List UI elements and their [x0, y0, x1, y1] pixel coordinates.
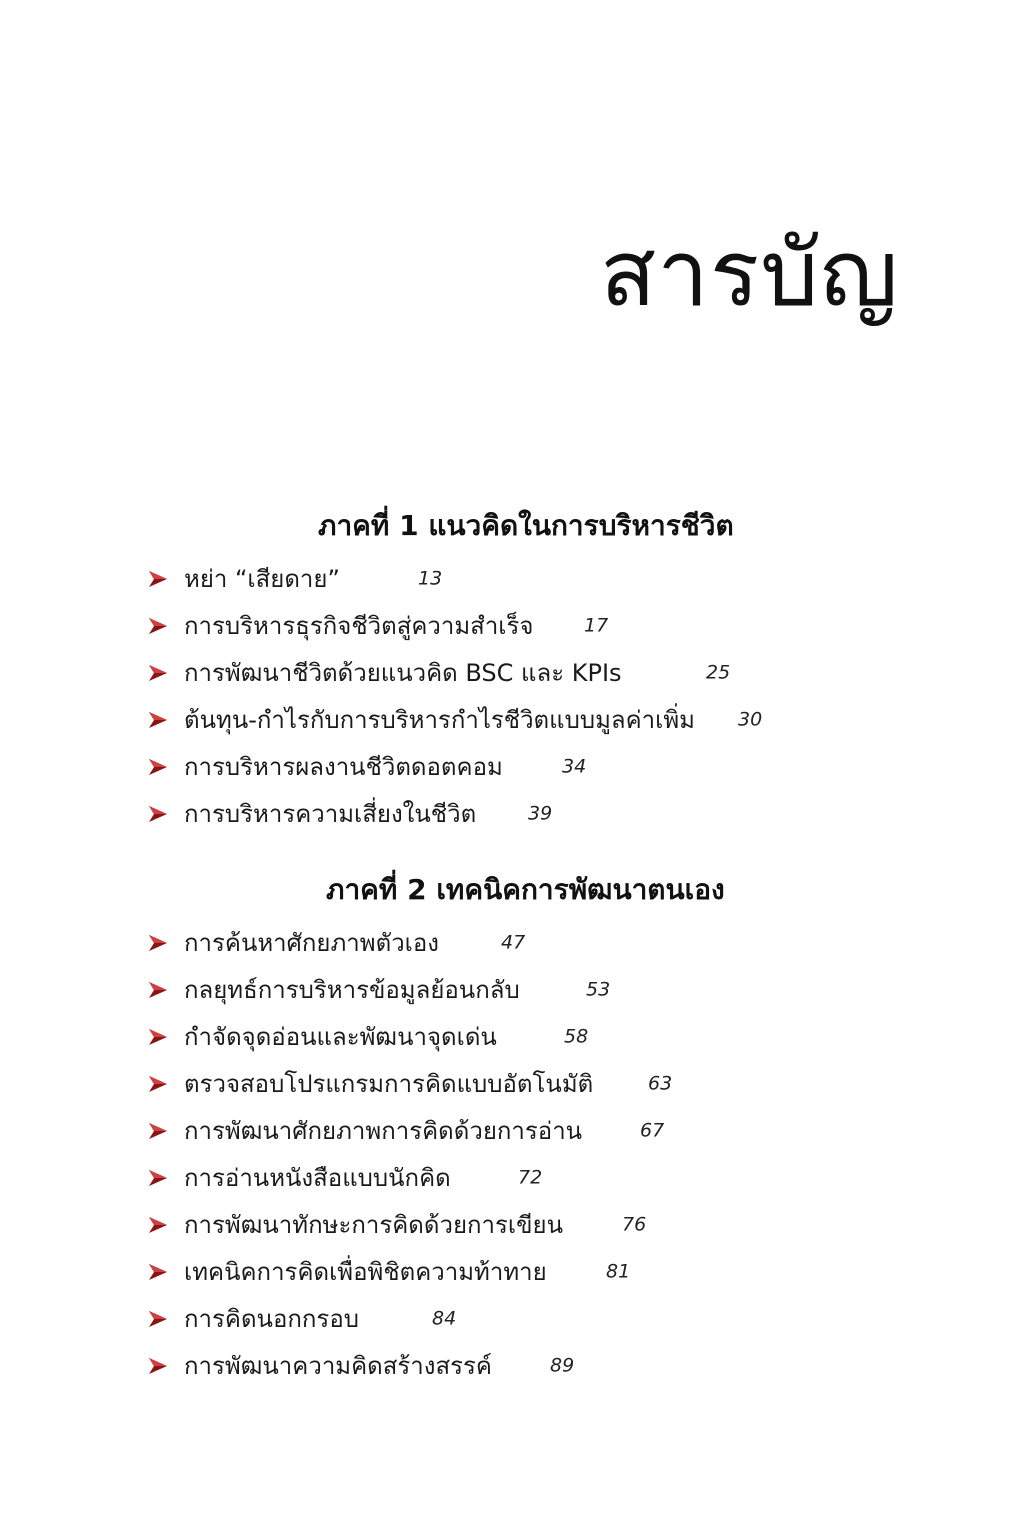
entry-title: กลยุทธ์การบริหารข้อมูลย้อนกลับ: [184, 975, 520, 1004]
entry-page-number: 58: [564, 1025, 589, 1047]
part-1-heading: ภาคที่ 1 แนวคิดในการบริหารชีวิต: [318, 509, 734, 542]
arrow-bullet-icon: [148, 1309, 168, 1329]
arrow-bullet-icon: [148, 1074, 168, 1094]
arrow-bullet-icon: [148, 616, 168, 636]
entry-page-number: 13: [418, 567, 443, 589]
entry-title: การพัฒนาทักษะการคิดด้วยการเขียน: [184, 1210, 563, 1239]
entry-page-number: 84: [432, 1307, 457, 1329]
arrow-bullet-icon: [148, 710, 168, 730]
entry-title: การบริหารความเสี่ยงในชีวิต: [184, 799, 477, 828]
part-2-heading: ภาคที่ 2 เทคนิคการพัฒนาตนเอง: [326, 873, 725, 906]
toc-entry[interactable]: [148, 649, 731, 696]
entry-title: การพัฒนาชีวิตด้วยแนวคิด BSC และ KPIs: [184, 658, 622, 687]
entry-title: ตรวจสอบโปรแกรมการคิดแบบอัตโนมัติ: [184, 1069, 594, 1098]
toc-entry[interactable]: [148, 743, 695, 790]
entry-page-number: 67: [640, 1119, 665, 1141]
entry-title: การพัฒนาศักยภาพการคิดด้วยการอ่าน: [184, 1116, 583, 1145]
entry-page-number: 17: [584, 614, 609, 636]
entry-title: หย่า “เสียดาย”: [184, 564, 340, 593]
entry-title: การคิดนอกกรอบ: [184, 1304, 359, 1333]
toc-entry[interactable]: [148, 1342, 593, 1389]
entry-page-number: 47: [501, 931, 526, 953]
entry-title: การพัฒนาความคิดสร้างสรรค์: [184, 1351, 492, 1380]
part-2-entries: [148, 919, 673, 1389]
arrow-bullet-icon: [148, 1215, 168, 1235]
entry-page-number: 34: [562, 755, 587, 777]
toc-entry[interactable]: [148, 1248, 631, 1295]
page-title: สารบัญ: [600, 220, 900, 327]
entry-page-number: 89: [550, 1354, 575, 1376]
entry-page-number: 72: [518, 1166, 543, 1188]
arrow-bullet-icon: [148, 980, 168, 1000]
arrow-bullet-icon: [148, 804, 168, 824]
entry-page-number: 76: [622, 1213, 647, 1235]
entry-page-number: 53: [586, 978, 611, 1000]
toc-entry[interactable]: [148, 1060, 673, 1107]
toc-entry[interactable]: [148, 1107, 665, 1154]
toc-entry[interactable]: [148, 966, 611, 1013]
entry-page-number: 39: [528, 802, 553, 824]
entry-page-number: 25: [706, 661, 731, 683]
toc-entry[interactable]: [148, 696, 763, 743]
entry-title: การบริหารธุรกิจชีวิตสู่ความสำเร็จ: [184, 611, 534, 640]
entry-page-number: 81: [606, 1260, 631, 1282]
toc-entry[interactable]: [148, 602, 695, 649]
arrow-bullet-icon: [148, 1356, 168, 1376]
entry-title: ต้นทุน-กำไรกับการบริหารกำไรชีวิตแบบมูลค่าเพิ่ม: [184, 705, 695, 734]
arrow-bullet-icon: [148, 569, 168, 589]
arrow-bullet-icon: [148, 1168, 168, 1188]
arrow-bullet-icon: [148, 1262, 168, 1282]
toc-entry[interactable]: [148, 919, 593, 966]
entry-title: กำจัดจุดอ่อนและพัฒนาจุดเด่น: [184, 1022, 497, 1051]
toc-entry[interactable]: [148, 1154, 593, 1201]
toc-entry[interactable]: [148, 555, 695, 602]
toc-entry[interactable]: [148, 790, 695, 837]
entry-page-number: 63: [648, 1072, 673, 1094]
toc-entry[interactable]: [148, 1295, 593, 1342]
part-1-entries: [148, 555, 763, 837]
arrow-bullet-icon: [148, 1027, 168, 1047]
entry-title: เทคนิคการคิดเพื่อพิชิตความท้าทาย: [184, 1257, 547, 1286]
entry-title: การค้นหาศักยภาพตัวเอง: [184, 928, 439, 957]
toc-entry[interactable]: [148, 1201, 647, 1248]
entry-page-number: 30: [738, 708, 763, 730]
arrow-bullet-icon: [148, 663, 168, 683]
entry-title: การอ่านหนังสือแบบนักคิด: [184, 1163, 451, 1192]
toc-entry[interactable]: [148, 1013, 593, 1060]
entry-title: การบริหารผลงานชีวิตดอตคอม: [184, 752, 503, 781]
arrow-bullet-icon: [148, 933, 168, 953]
arrow-bullet-icon: [148, 757, 168, 777]
arrow-bullet-icon: [148, 1121, 168, 1141]
